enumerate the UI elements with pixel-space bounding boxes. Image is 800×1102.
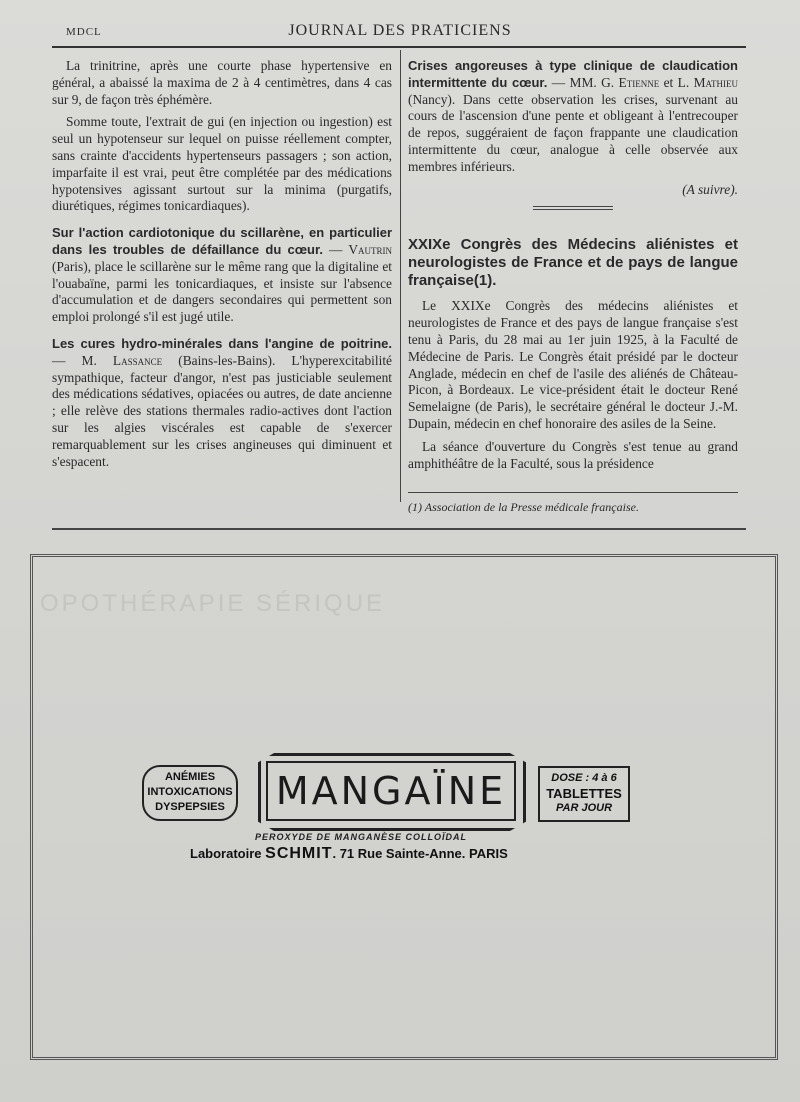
author-mathieu: Mathieu <box>693 74 739 90</box>
left-column <box>52 58 392 476</box>
indications-box: ANÉMIES INTOXICATIONS DYSPEPSIES <box>142 765 238 821</box>
header-rule <box>52 46 746 48</box>
dosage-box: DOSE : 4 à 6 TABLETTES PAR JOUR <box>538 766 630 822</box>
section-scillarene-text: (Paris), place le scillarène sur le même rang que la digitaline et l'ouabaïne, parmi les tonicardiaques, et insiste sur l'absence d'accumulation et de dangers secondaires qui permettent son emploi prolongé s'il est jugé utile. <box>52 258 392 325</box>
page-number: MDCL <box>66 26 102 38</box>
right-column <box>408 58 738 478</box>
section-scillarene: Sur l'action cardiotonique du scillarène, en particulier dans les troubles de défaillance du cœur. — Vautrin (Paris), place le scillarène sur le même rang que la digitaline et l'ouabaïne, parmi les tonicardiaques, et insiste sur l'absence d'accumulation et de dangers secondaires qui permettent son emploi prolongé s'il est jugé utile. <box>52 225 392 325</box>
section-cures-text: (Bains-les-Bains). L'hyperexcitabilité sympathique, facteur d'angor, n'est pas justiciable seulement des médications sédatives, opiacées ou autres, de date ancienne ; elle relève des stations thermales radio-actives dont l'action sur les algies viscérales est capable de s'exercer remarquablement sur les crises angineuses qui diminuent et s'espacent. <box>52 352 392 469</box>
congress-title: XXIXe Congrès des Médecins aliénistes et neurologistes de France et de pays de langue française(1). <box>408 236 738 290</box>
congress-paragraph-1: Le XXIXe Congrès des médecins aliénistes et neurologistes de France et des pays de langue française s'est tenu à Paris, du 28 mai au 1er juin 1925, à la Faculté de Médecine de Paris. Le Congrès était présidé par le docteur Anglade, médecin en chef de l'asile des aliénés de Château-Picon, à Bordeaux. Le vice-président était le docteur René Semelaigne (de Paris), le secrétaire général le docteur J.-M. Dupain, médecin en chef honoraire des asiles de la Seine. <box>408 298 738 431</box>
journal-title: JOURNAL DES PRATICIENS <box>288 22 512 39</box>
section-separator <box>533 206 613 210</box>
section-crises-title: Crises angoreuses à type clinique de claudication intermittente du cœur. <box>408 58 738 90</box>
author-lassance: M. Lassance <box>81 352 163 368</box>
author-etienne: Etienne <box>618 74 660 90</box>
to-follow-note: (A suivre). <box>682 181 738 197</box>
brand-name: MANGAÏNE <box>266 761 516 821</box>
section-crises-text: (Nancy). Dans cette observation les crises, survenant au cours de l'ascension d'une pente et obligeant à l'entrecouper de repos, suggéraient de façon frappante une claudication intermittente du cœur, analogue à celle observée aux membres inférieurs. <box>408 91 738 174</box>
section-crises: Crises angoreuses à type clinique de claudication intermittente du cœur. — MM. G. Etienne et L. Mathieu (Nancy). Dans cette observation les crises, survenant au cours de l'ascension d'une pente et obligeant à l'entrecouper de repos, suggéraient de façon frappante une claudication intermittente du cœur, analogue à celle observée aux membres inférieurs. <box>408 58 739 174</box>
paragraph-trinitrine: La trinitrine, après une courte phase hypertensive en général, a abaissé la maxima de 2 à 4 centimètres, dans 4 cas sur 9, de façon très éphémère. <box>52 58 392 107</box>
page-bottom-rule <box>52 528 746 530</box>
section-cures-title: Les cures hydro-minérales dans l'angine de poitrine. <box>52 335 392 351</box>
laboratory-line: Laboratoire SCHMIT. 71 Rue Sainte-Anne. PARIS <box>190 845 508 862</box>
column-divider <box>400 50 401 502</box>
author-vautrin: Vautrin <box>348 241 392 257</box>
section-cures: Les cures hydro-minérales dans l'angine de poitrine. — M. Lassance (Bains-les-Bains). L'hyperexcitabilité sympathique, facteur d'angor, n'est pas justiciable seulement des médications sédatives, opiacées ou autres, de date ancienne ; elle relève des stations thermales radio-actives dont l'action sur les algies viscérales est capable de s'exercer remarquablement sur les crises angineuses qui diminuent et s'espacent. <box>52 335 392 469</box>
congress-paragraph-2: La séance d'ouverture du Congrès s'est tenue au grand amphithéâtre de la Faculté, sous la présidence <box>408 438 738 471</box>
section-scillarene-title: Sur l'action cardiotonique du scillarène, en particulier dans les troubles de défaillance du cœur. <box>52 225 392 257</box>
paragraph-gui: Somme toute, l'extrait de gui (en injection ou ingestion) est seul un hypotenseur sur lequel on puisse réellement compter, sans crainte d'accidents hypertenseurs passagers ; son action, imparfaite il est vrai, peut être complétée par des médications hypotensives agissant surtout sur la minima (purgatifs, diurétiques, régimes tonicardiaques). <box>52 114 392 214</box>
product-description: PEROXYDE DE MANGANÈSE COLLOÏDAL <box>255 832 468 842</box>
advertisement-faded-text: OPOTHÉRAPIE SÉRIQUE <box>40 590 386 617</box>
footnote: (1) Association de la Presse médicale française. <box>408 500 639 514</box>
footnote-rule <box>408 492 738 493</box>
